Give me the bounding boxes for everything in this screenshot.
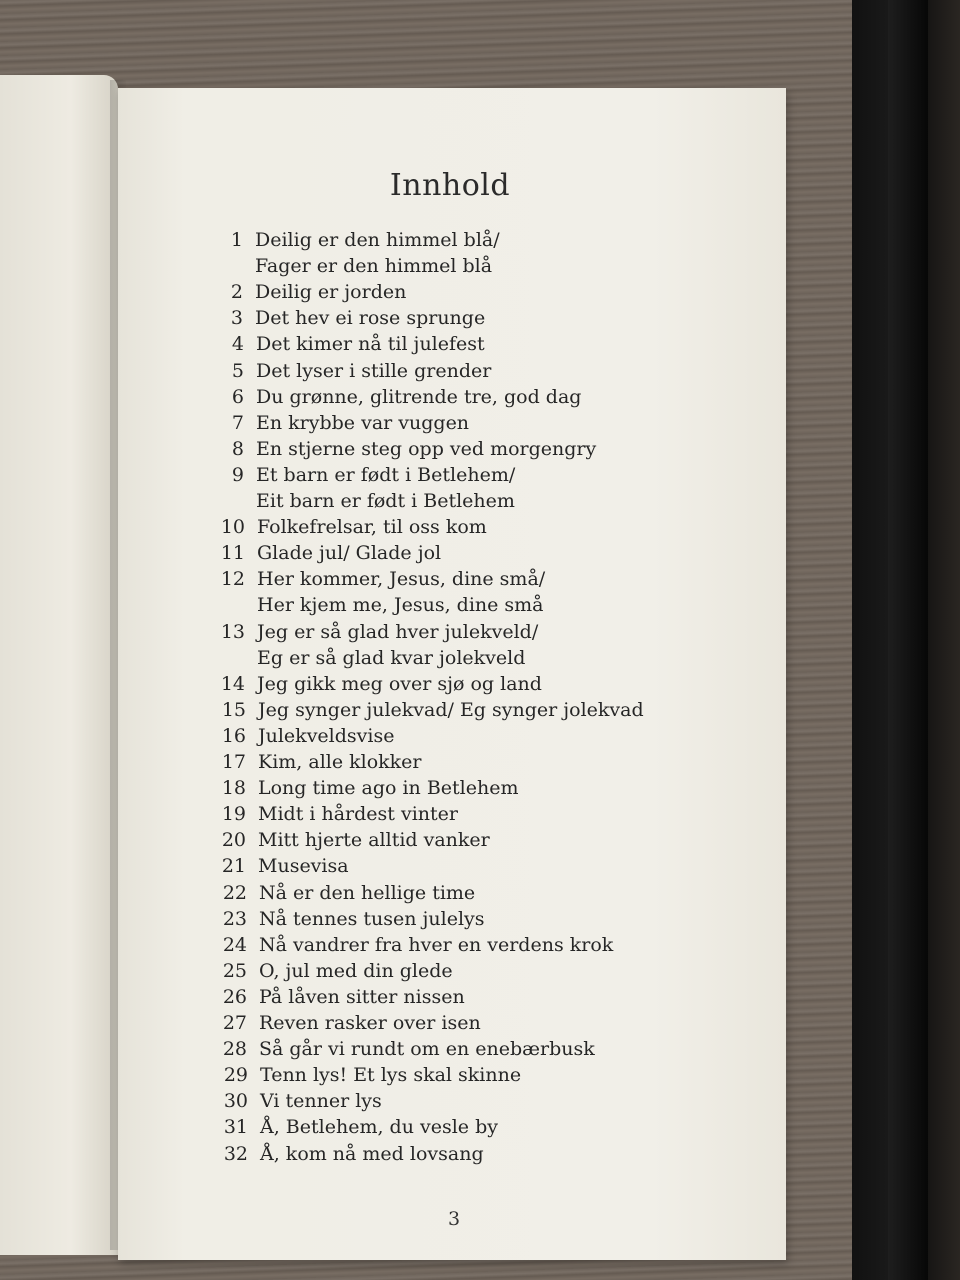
- toc-entry-title: Tenn lys! Et lys skal skinne: [260, 1064, 522, 1087]
- toc-entry-number: 4: [231, 333, 244, 356]
- toc-entry-title: Det hev ei rose sprunge: [255, 307, 486, 330]
- toc-entry-continuation: Her kjem me, Jesus, dine små: [257, 594, 544, 617]
- toc-entry-title: Å, Betlehem, du vesle by: [260, 1116, 498, 1139]
- toc-entry-number: 26: [222, 985, 247, 1008]
- toc-entry-title: Det lyser i stille grender: [256, 359, 492, 382]
- toc-entry-title: En stjerne steg opp ved morgengry: [256, 437, 597, 460]
- toc-entry-number: 31: [223, 1116, 248, 1139]
- toc-entry-number: 14: [220, 672, 245, 695]
- toc-entry-number: 24: [222, 933, 247, 956]
- toc-entry-title: Nå tennes tusen julelys: [259, 907, 485, 930]
- toc-entry-title: Deilig er den himmel blå/: [255, 229, 500, 251]
- toc-entry-title: Jeg synger julekvad/ Eg synger jolekvad: [258, 698, 644, 721]
- toc-entry-number: 30: [223, 1090, 248, 1113]
- toc-entry-number: 6: [231, 385, 244, 408]
- toc-entry-number: 20: [221, 829, 246, 852]
- toc-entry-title: Long time ago in Betlehem: [258, 777, 519, 800]
- toc-entry-number: 25: [222, 959, 247, 982]
- toc-entry-title: Midt i hårdest vinter: [258, 803, 458, 826]
- toc-entry-title: Vi tenner lys: [260, 1090, 382, 1113]
- toc-entry-continuation: Eg er så glad kvar jolekveld: [257, 646, 526, 669]
- toc-entry-number: 13: [220, 620, 245, 643]
- toc-entry-number: 12: [220, 568, 245, 591]
- toc-entry-number: 11: [220, 542, 245, 565]
- toc-entry-title: Jeg gikk meg over sjø og land: [257, 672, 542, 695]
- toc-entry-number: 9: [231, 463, 244, 486]
- toc-entry-title: Deilig er jorden: [255, 281, 407, 304]
- page-title: Innhold: [389, 168, 511, 203]
- toc-entry-title: Folkefrelsar, til oss kom: [257, 516, 487, 539]
- toc-entry-title: Et barn er født i Betlehem/: [256, 463, 516, 486]
- toc-entry-title: O, jul med din glede: [259, 959, 453, 982]
- toc-entry-title: Musevisa: [258, 855, 349, 878]
- toc-entry-title: Kim, alle klokker: [258, 751, 422, 773]
- toc-entry-number: 19: [221, 803, 246, 826]
- toc-entry-title: Jeg er så glad hver julekveld/: [257, 620, 539, 643]
- left-page: [0, 75, 118, 1255]
- toc-entry-title: Reven rasker over isen: [259, 1012, 481, 1034]
- toc-entry-number: 16: [221, 724, 246, 747]
- toc-entry-title: Julekveldsvise: [258, 724, 395, 747]
- toc-entry-title: Nå er den hellige time: [259, 881, 476, 904]
- toc-entry-title: Så går vi rundt om en enebærbusk: [259, 1038, 595, 1061]
- toc-entry-title: En krybbe var vuggen: [256, 411, 470, 434]
- toc-entry-number: 17: [221, 751, 246, 773]
- toc-entry-title: Det kimer nå til julefest: [256, 333, 485, 356]
- toc-entry-number: 3: [230, 307, 243, 330]
- toc-entry-number: 29: [223, 1064, 248, 1087]
- toc-entry-title: På låven sitter nissen: [259, 985, 465, 1008]
- toc-entry-number: 2: [230, 281, 243, 304]
- toc-entry-title: Du grønne, glitrende tre, god dag: [256, 385, 582, 408]
- toc-entry-title: Her kommer, Jesus, dine små/: [257, 568, 546, 591]
- toc-entry-continuation: Eit barn er født i Betlehem: [256, 490, 515, 512]
- toc-entry-number: 1: [230, 229, 243, 251]
- toc-entry-title: Nå vandrer fra hver en verdens krok: [259, 933, 614, 956]
- toc-entry-title: Å, kom nå med lovsang: [260, 1142, 484, 1165]
- toc-entry-number: 7: [231, 411, 244, 434]
- page-number: 3: [448, 1208, 461, 1230]
- toc-entry-number: 8: [231, 437, 244, 460]
- toc-entry-number: 5: [231, 359, 244, 382]
- toc-entry-title: Mitt hjerte alltid vanker: [258, 829, 490, 852]
- toc-entry-number: 22: [222, 881, 247, 904]
- toc-entry-continuation: Fager er den himmel blå: [255, 255, 493, 278]
- toc-entry-number: 10: [220, 516, 245, 539]
- toc-entry-number: 32: [223, 1142, 248, 1165]
- toc-entry-number: 28: [222, 1038, 247, 1061]
- toc-entry-number: 15: [221, 698, 246, 721]
- toc-entry-number: 23: [222, 907, 247, 930]
- toc-entry-number: 21: [221, 855, 246, 878]
- toc-entry-number: 27: [222, 1012, 247, 1034]
- toc-entry-title: Glade jul/ Glade jol: [257, 542, 442, 565]
- toc-entry-number: 18: [221, 777, 246, 800]
